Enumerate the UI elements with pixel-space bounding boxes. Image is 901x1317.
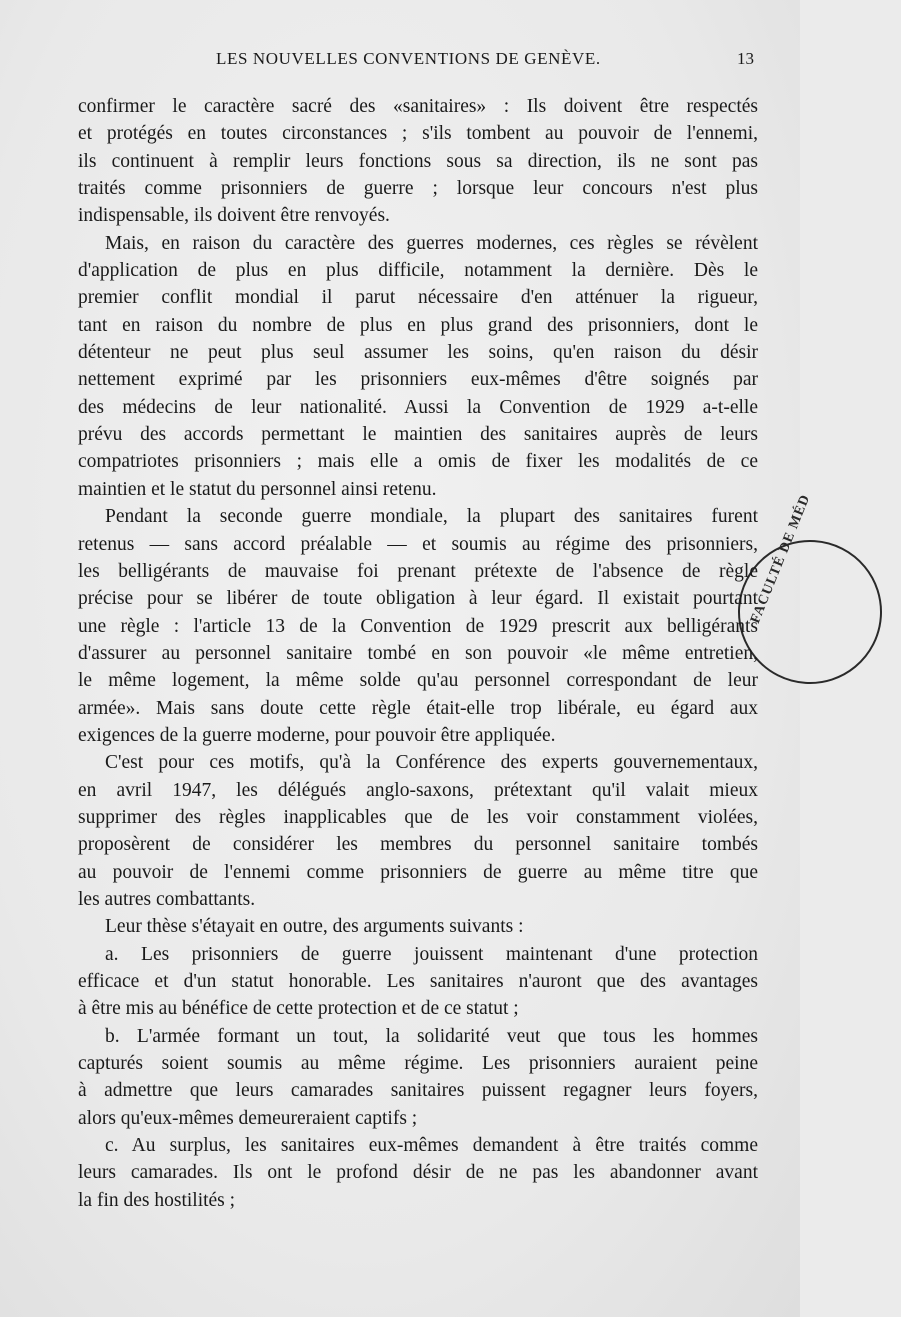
text-line: leurs camarades. Ils ont le profond désir de ne pas les abandonner avant [78,1162,758,1184]
running-title: LES NOUVELLES CONVENTIONS DE GENÈVE. [216,49,601,68]
text-line: nettement exprimé par les prisonniers eux-mêmes d'être soignés par [78,369,758,391]
text-line: précise pour se libérer de toute obligation à leur égard. Il existait pourtant [78,588,758,610]
text-line: c. Au surplus, les sanitaires eux-mêmes demandent à être traités comme [105,1135,758,1157]
text-line: Leur thèse s'étayait en outre, des arguments suivants : [105,916,524,938]
text-line: capturés soient soumis au même régime. Les prisonniers auraient peine [78,1053,758,1075]
text-line: d'application de plus en plus difficile, notamment la dernière. Dès le [78,260,758,282]
text-line: C'est pour ces motifs, qu'à la Conférence des experts gouvernementaux, [105,752,758,774]
text-line: a. Les prisonniers de guerre jouissent maintenant d'une protection [105,943,758,965]
text-line: b. L'armée formant un tout, la solidarité veut que tous les hommes [105,1025,758,1047]
text-line: le même logement, la même solde qu'au personnel correspondant de leur [78,670,758,692]
text-line: Mais, en raison du caractère des guerres modernes, ces règles se révèlent [105,232,758,254]
text-line: exigences de la guerre moderne, pour pouvoir être appliquée. [78,724,556,746]
stamp-text: FACULTÉ DE MÉD [748,492,814,626]
text-line: compatriotes prisonniers ; mais elle a omis de fixer les modalités de ce [78,451,758,473]
text-line: proposèrent de considérer les membres du personnel sanitaire tombés [78,834,758,856]
text-line: armée». Mais sans doute cette règle était-elle trop libérale, eu égard aux [78,697,758,719]
text-line: traités comme prisonniers de guerre ; lorsque leur concours n'est plus [78,178,758,200]
text-line: les belligérants de mauvaise foi prenant prétexte de l'absence de règle [78,560,758,582]
text-line: premier conflit mondial il parut nécessaire d'en atténuer la rigueur, [78,287,758,309]
text-line: prévu des accords permettant le maintien des sanitaires auprès de leurs [78,424,758,446]
text-line: la fin des hostilités ; [78,1189,236,1211]
text-line: à admettre que leurs camarades sanitaires puissent regagner leurs foyers, [78,1080,758,1102]
text-line: efficace et d'un statut honorable. Les sanitaires n'auront que des avantages [78,971,758,992]
text-line: et protégés en toutes circonstances ; s'ils tombent au pouvoir de l'ennemi, [78,123,758,145]
text-line: supprimer des règles inapplicables que de les voir constamment violées, [78,806,758,828]
body-text [78,93,758,1214]
text-line: détenteur ne peut plus seul assumer les soins, qu'en raison du désir [78,342,758,364]
text-line: à être mis au bénéfice de cette protection et de ce statut ; [78,998,519,1020]
text-line: une règle : l'article 13 de la Convention de 1929 prescrit aux belligérants [78,615,758,637]
text-line: des médecins de leur nationalité. Aussi la Convention de 1929 a-t-elle [78,396,758,418]
text-line: ils continuent à remplir leurs fonctions sous sa direction, ils ne sont pas [78,150,758,172]
text-line: maintien et le statut du personnel ainsi retenu. [78,478,437,500]
text-line: les autres combattants. [78,888,256,910]
text-line: retenus — sans accord préalable — et soumis au régime des prisonniers, [78,533,758,555]
text-line: tant en raison du nombre de plus en plus grand des prisonniers, dont le [78,314,758,336]
text-line: Pendant la seconde guerre mondiale, la plupart des sanitaires furent [105,506,758,528]
page-number: 13 [737,49,754,68]
text-line: alors qu'eux-mêmes demeureraient captifs ; [78,1107,418,1129]
text-line: au pouvoir de l'ennemi comme prisonniers de guerre au même titre que [78,861,758,883]
text-line: indispensable, ils doivent être renvoyés. [78,205,390,227]
text-line: d'assurer au personnel sanitaire tombé en son pouvoir «le même entretien, [78,642,758,664]
text-line: confirmer le caractère sacré des «sanitaires» : Ils doivent être respectés [78,96,758,117]
text-line: en avril 1947, les délégués anglo-saxons, prétextant qu'il valait mieux [78,779,758,801]
